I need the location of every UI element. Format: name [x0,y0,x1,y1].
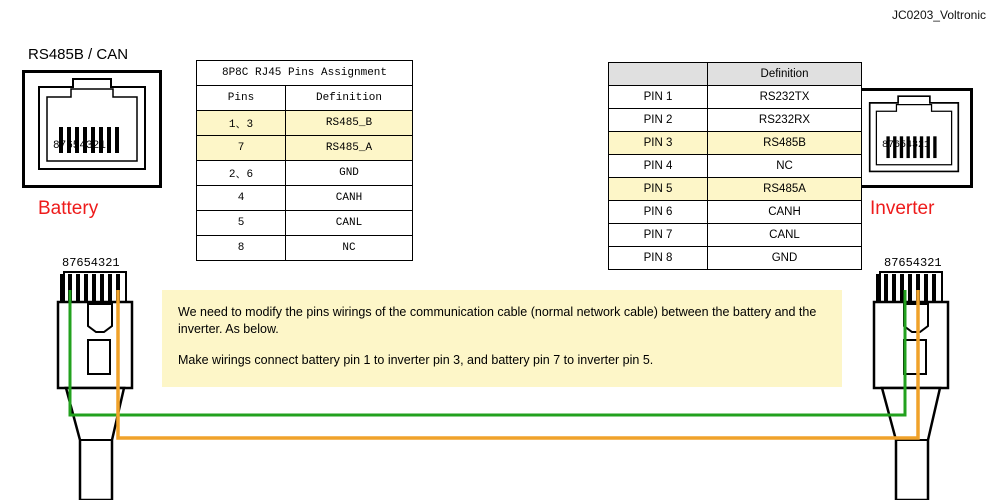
left-table-definition: NC [286,236,413,261]
right-table-header-definition: Definition [708,63,862,86]
note-paragraph-1: We need to modify the pins wirings of the communication cable (normal network cable) between the battery and the inverter. As below. [178,305,817,336]
right-table-definition: RS485A [708,178,862,201]
right-rj45-jack-illustration [855,88,973,188]
rj45-jack-icon [858,91,970,185]
right-jack-pin-numbers: 87654321 [882,140,931,151]
left-table-pin: 1、3 [197,111,286,136]
right-table-pin: PIN 5 [609,178,708,201]
battery-pin-assignment-table [196,60,413,261]
left-table-header-definition: Definition [286,86,413,111]
instruction-note [162,290,842,387]
rj45-jack-icon [25,73,159,185]
left-table-pin: 8 [197,236,286,261]
left-jack-pin-numbers: 87654321 [53,140,106,152]
table-row [609,63,862,86]
right-table-definition: GND [708,247,862,270]
left-table-pin: 5 [197,211,286,236]
right-table-pin: PIN 2 [609,109,708,132]
table-row [197,186,413,211]
table-row [197,161,413,186]
left-table-header-pins: Pins [197,86,286,111]
right-table-pin: PIN 4 [609,155,708,178]
table-row [609,178,862,201]
table-row [197,61,413,86]
table-row [197,136,413,161]
right-table-header-blank [609,63,708,86]
right-rj45-plug [874,272,948,500]
left-table-definition: CANL [286,211,413,236]
right-table-pin: PIN 7 [609,224,708,247]
left-table-definition: RS485_A [286,136,413,161]
table-row [609,109,862,132]
table-row [609,86,862,109]
right-table-pin: PIN 3 [609,132,708,155]
left-connector-title: RS485B / CAN [28,46,129,63]
left-table-definition: GND [286,161,413,186]
table-row [197,111,413,136]
table-row [609,201,862,224]
left-table-pin: 2、6 [197,161,286,186]
right-table-definition: NC [708,155,862,178]
left-table-pin: 7 [197,136,286,161]
left-rj45-jack-illustration [22,70,162,188]
table-row [609,132,862,155]
note-paragraph-2: Make wirings connect battery pin 1 to inverter pin 3, and battery pin 7 to inverter pin 5. [178,352,654,367]
right-table-definition: CANH [708,201,862,224]
table-row [197,211,413,236]
right-table-pin: PIN 8 [609,247,708,270]
left-table-definition: CANH [286,186,413,211]
document-code: JC0203_Voltronic [891,8,986,22]
bottom-left-pin-numbers: 87654321 [62,256,120,270]
right-table-definition: RS485B [708,132,862,155]
right-table-definition: RS232RX [708,109,862,132]
table-row [609,155,862,178]
bottom-right-pin-numbers: 87654321 [884,256,942,270]
table-row [197,86,413,111]
inverter-label: Inverter [870,198,935,219]
right-table-definition: RS232TX [708,86,862,109]
right-table-definition: CANL [708,224,862,247]
right-table-pin: PIN 1 [609,86,708,109]
right-table-pin: PIN 6 [609,201,708,224]
inverter-pin-definition-table [608,62,862,270]
left-table-pin: 4 [197,186,286,211]
battery-label: Battery [38,198,99,219]
left-table-title: 8P8C RJ45 Pins Assignment [197,61,413,86]
left-table-definition: RS485_B [286,111,413,136]
